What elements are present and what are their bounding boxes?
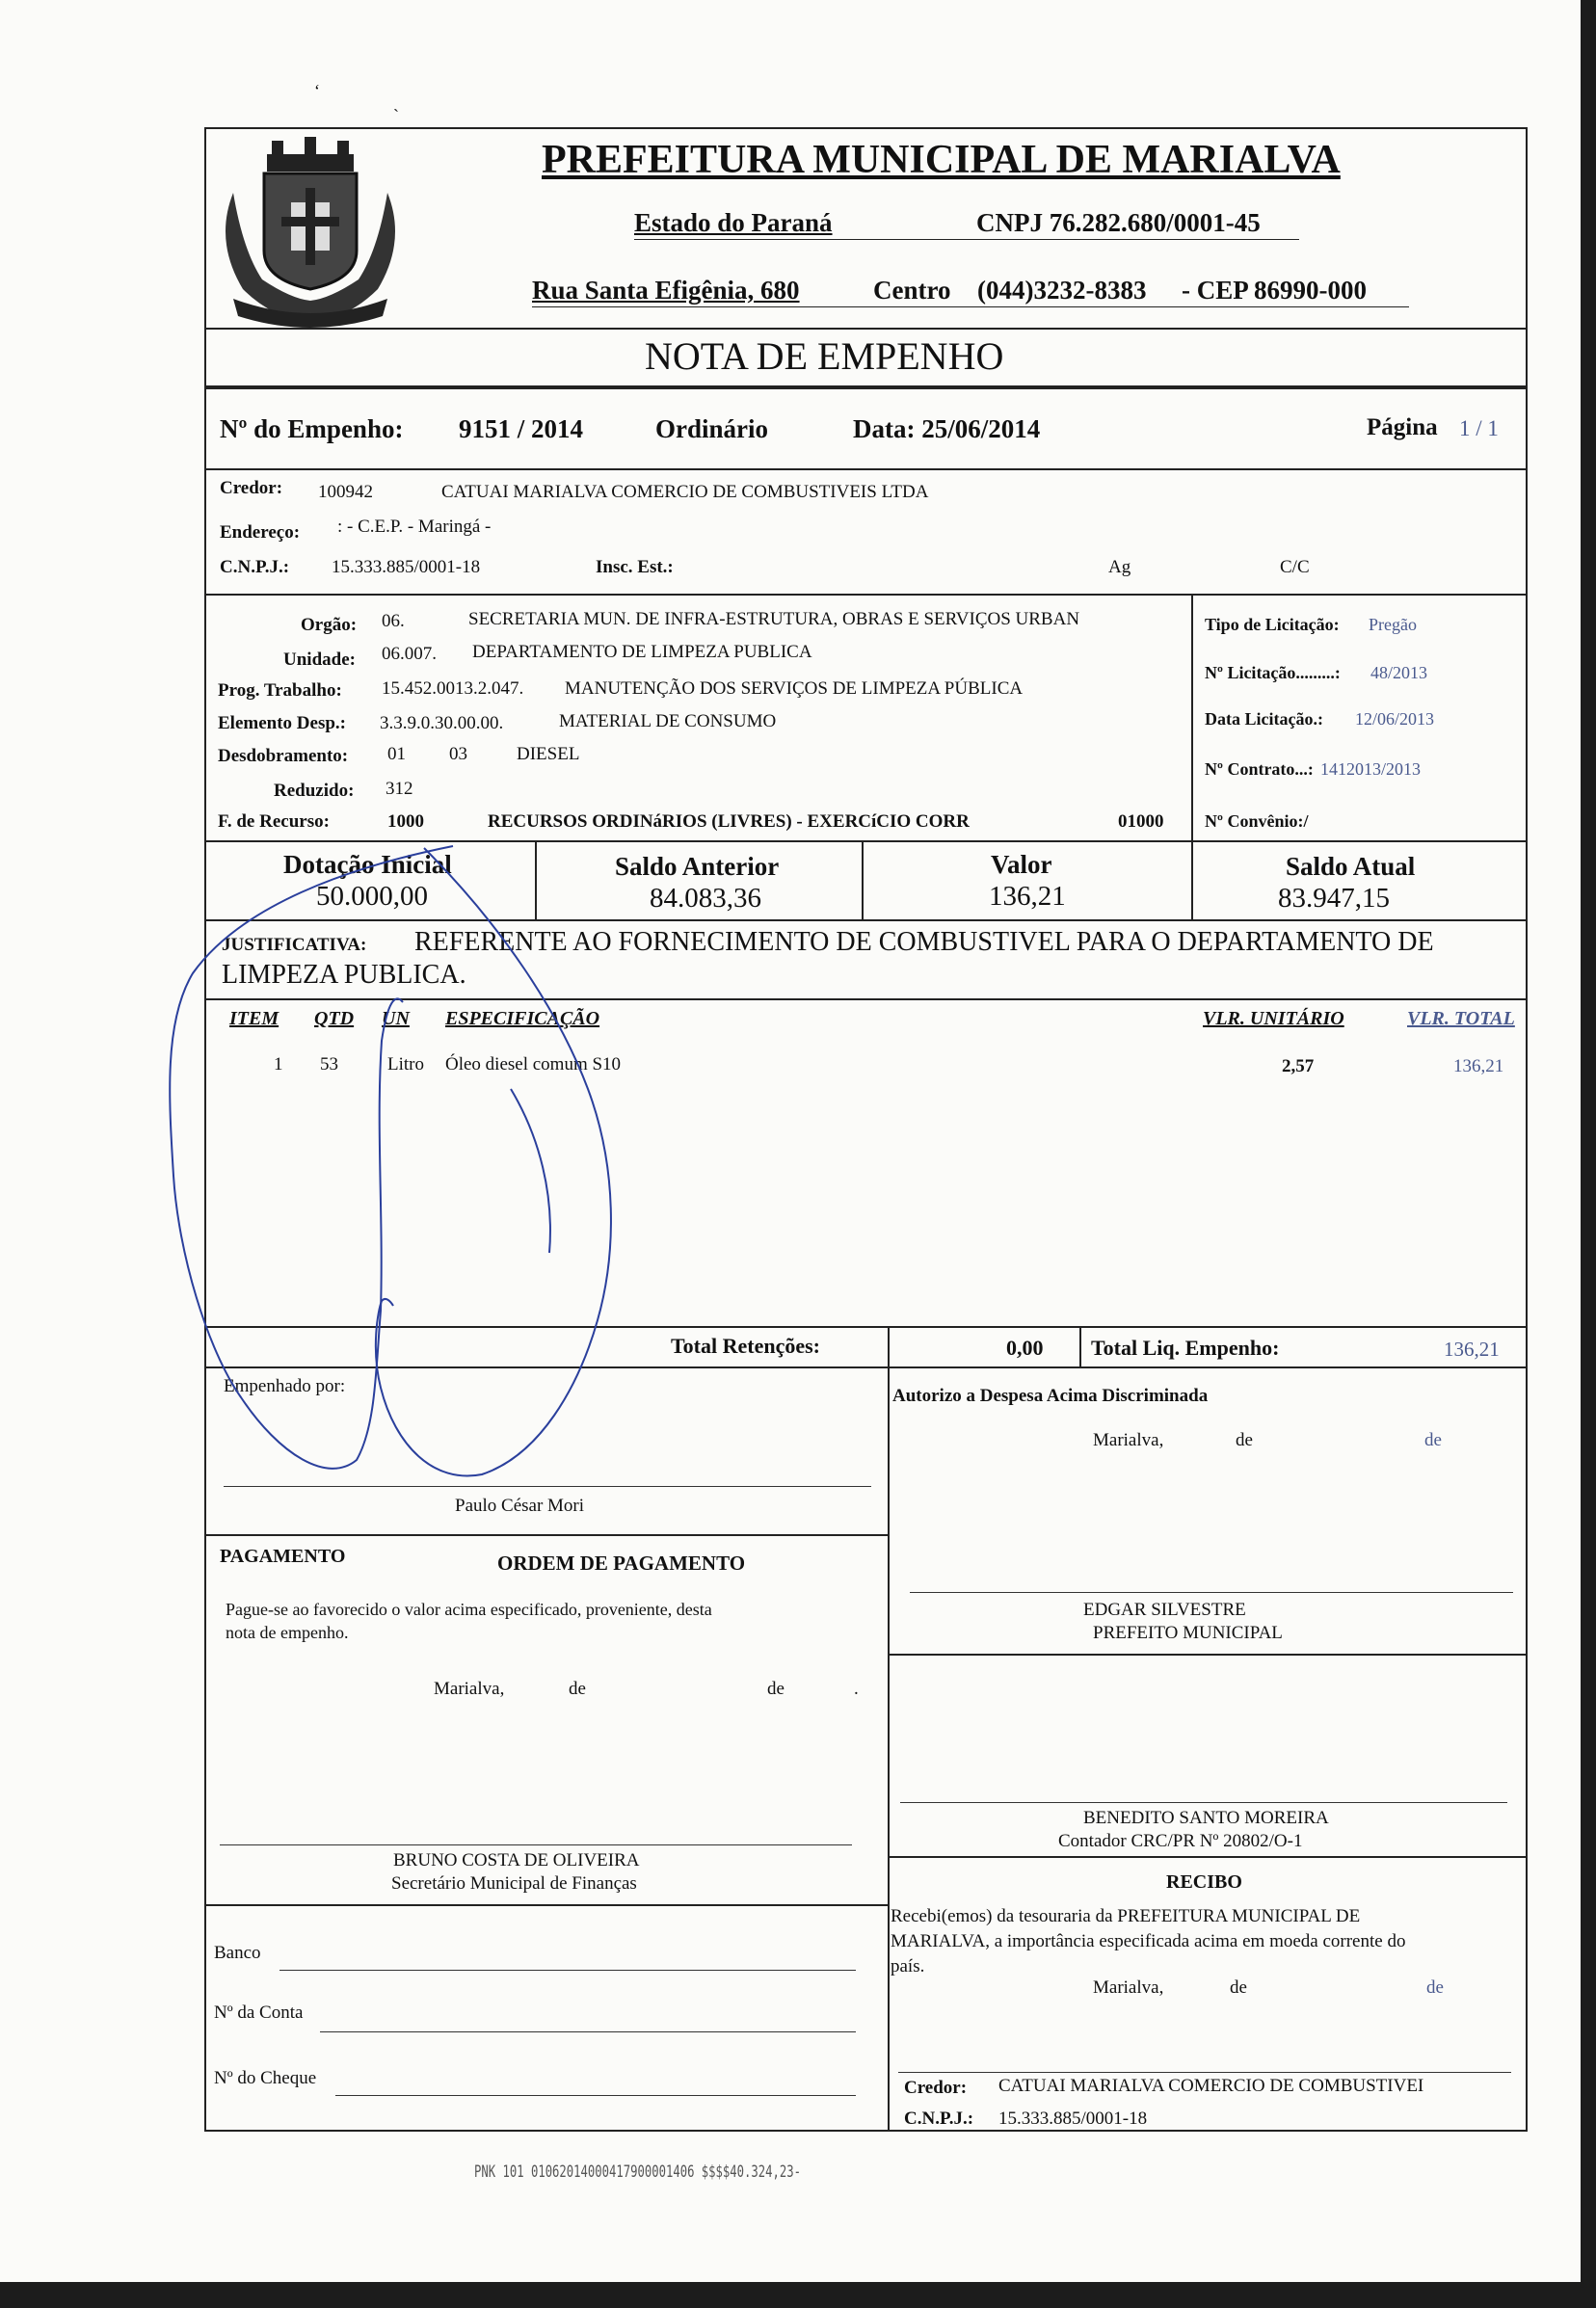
total-liq-value: 136,21 xyxy=(1444,1338,1500,1361)
recibo-cnpj-label: C.N.P.J.: xyxy=(904,2109,974,2129)
doc-title: NOTA DE EMPENHO xyxy=(645,334,1004,378)
secretario-name: BRUNO COSTA DE OLIVEIRA xyxy=(393,1850,640,1870)
prog-code: 15.452.0013.2.047. xyxy=(382,678,524,699)
pagamento-de-2: de xyxy=(767,1679,785,1699)
item-qtd: 53 xyxy=(320,1054,338,1074)
autorizo-city: Marialva, xyxy=(1093,1430,1164,1450)
unidade-label: Unidade: xyxy=(283,650,356,670)
items-header-vlr-total: VLR. TOTAL xyxy=(1407,1008,1515,1029)
reduzido-label: Reduzido: xyxy=(274,781,355,801)
desdobramento-1: 01 xyxy=(387,744,406,764)
items-header-qtd: QTD xyxy=(314,1008,355,1029)
saldo-anterior-label: Saldo Anterior xyxy=(615,852,780,881)
orgao-label: Orgão: xyxy=(301,615,358,635)
page-number: 1 / 1 xyxy=(1459,416,1499,440)
licitacao-number-label: Nº Licitação.........: xyxy=(1205,663,1341,682)
prog-label: Prog. Trabalho: xyxy=(218,680,342,701)
items-header-item: ITEM xyxy=(229,1008,279,1029)
ag-label: Ag xyxy=(1108,557,1131,577)
valor-value: 136,21 xyxy=(989,881,1066,912)
bank-stamp: PNK 101 01062014000417900001406 $$$$40.324,23- xyxy=(474,2162,801,2182)
justificativa-line-1: REFERENTE AO FORNECIMENTO DE COMBUSTIVEL PARA O DEPARTAMENTO DE xyxy=(414,927,1434,957)
recibo-de-1: de xyxy=(1230,1977,1247,1998)
recurso-label: F. de Recurso: xyxy=(218,811,330,832)
recibo-de-2: de xyxy=(1426,1977,1444,1998)
licitacao-number: 48/2013 xyxy=(1370,663,1428,682)
pague-text-2: nota de empenho. xyxy=(226,1623,349,1642)
desdobramento-name: DIESEL xyxy=(517,744,580,764)
page-label: Página xyxy=(1367,414,1438,440)
pagamento-label: PAGAMENTO xyxy=(220,1546,346,1567)
items-header-un: UN xyxy=(382,1008,410,1029)
justificativa-line-2: LIMPEZA PUBLICA. xyxy=(222,960,466,990)
contador-title: Contador CRC/PR Nº 20802/O-1 xyxy=(1058,1831,1303,1851)
total-liq-label: Total Liq. Empenho: xyxy=(1091,1336,1280,1360)
empenhado-name: Paulo César Mori xyxy=(455,1496,585,1516)
phone-label: (044)3232-8383 xyxy=(977,276,1147,305)
items-header-especificacao: ESPECIFICAÇÃO xyxy=(445,1008,600,1029)
prefeitura-title: PREFEITURA MUNICIPAL DE MARIALVA xyxy=(542,138,1341,182)
elemento-name: MATERIAL DE CONSUMO xyxy=(559,711,777,731)
total-retencoes-value: 0,00 xyxy=(1006,1336,1044,1360)
empenho-number-label: Nº do Empenho: xyxy=(220,414,404,443)
credor-label: Credor: xyxy=(220,478,283,498)
pague-text-1: Pague-se ao favorecido o valor acima especificado, proveniente, desta xyxy=(226,1600,712,1619)
cc-label: C/C xyxy=(1280,557,1310,577)
address-label: Rua Santa Efigênia, 680 xyxy=(532,276,800,305)
empenho-date: Data: 25/06/2014 xyxy=(853,414,1041,443)
autorizo-label: Autorizo a Despesa Acima Discriminada xyxy=(892,1386,1209,1406)
saldo-atual-value: 83.947,15 xyxy=(1278,883,1390,914)
recibo-text-2: MARIALVA, a importância especificada acima em moeda corrente do xyxy=(891,1931,1406,1951)
item-especificacao: Óleo diesel comum S10 xyxy=(445,1054,622,1074)
tipo-licitacao: Pregão xyxy=(1369,615,1417,634)
scan-mark: ‘ xyxy=(314,81,320,100)
ordem-pagamento-label: ORDEM DE PAGAMENTO xyxy=(497,1552,746,1575)
contrato-label: Nº Contrato...: xyxy=(1205,759,1314,779)
convenio-label: Nº Convênio:/ xyxy=(1205,811,1309,831)
recibo-text-1: Recebi(emos) da tesouraria da PREFEITURA MUNICIPAL DE xyxy=(891,1906,1361,1926)
saldo-atual-label: Saldo Atual xyxy=(1286,852,1416,881)
orgao-name: SECRETARIA MUN. DE INFRA-ESTRUTURA, OBRAS E SERVIÇOS URBAN xyxy=(468,609,1080,629)
credor-name: CATUAI MARIALVA COMERCIO DE COMBUSTIVEIS LTDA xyxy=(441,482,929,502)
empenho-type: Ordinário xyxy=(655,414,769,443)
state-label: Estado do Paraná xyxy=(634,208,833,237)
recibo-cnpj: 15.333.885/0001-18 xyxy=(998,2109,1148,2129)
scan-mark: ˎ xyxy=(393,93,399,112)
autorizo-de-2: de xyxy=(1424,1430,1442,1450)
prefeito-title: PREFEITO MUNICIPAL xyxy=(1093,1623,1283,1643)
recibo-city: Marialva, xyxy=(1093,1977,1164,1998)
insc-label: Insc. Est.: xyxy=(596,557,674,577)
district-label: Centro xyxy=(873,276,951,305)
pagamento-dot: . xyxy=(854,1679,859,1699)
recibo-text-3: país. xyxy=(891,1956,925,1976)
items-header-vlr-unitario: VLR. UNITÁRIO xyxy=(1203,1008,1344,1029)
reduzido-value: 312 xyxy=(386,779,413,799)
cheque-label: Nº do Cheque xyxy=(214,2068,317,2088)
prefeito-name: EDGAR SILVESTRE xyxy=(1083,1600,1246,1620)
contrato-number: 1412013/2013 xyxy=(1320,759,1422,779)
saldo-anterior-value: 84.083,36 xyxy=(650,883,761,914)
recurso-suffix: 01000 xyxy=(1118,811,1164,832)
desdobramento-2: 03 xyxy=(449,744,467,764)
item-vlr-total: 136,21 xyxy=(1453,1056,1504,1076)
elemento-code: 3.3.9.0.30.00.00. xyxy=(380,713,504,733)
desdobramento-label: Desdobramento: xyxy=(218,746,349,766)
empenhado-label: Empenhado por: xyxy=(224,1376,346,1396)
conta-label: Nº da Conta xyxy=(214,2003,304,2023)
item-vlr-unitario: 2,57 xyxy=(1282,1056,1315,1076)
unidade-code: 06.007. xyxy=(382,644,437,664)
empenho-number: 9151 / 2014 xyxy=(459,414,584,443)
credor-code: 100942 xyxy=(318,482,373,502)
recibo-credor-label: Credor: xyxy=(904,2078,968,2098)
autorizo-de-1: de xyxy=(1236,1430,1253,1450)
recurso-code: 1000 xyxy=(387,811,424,832)
cnpj-field-label: C.N.P.J.: xyxy=(220,557,290,577)
tipo-licitacao-label: Tipo de Licitação: xyxy=(1205,615,1340,634)
endereco-value: : - C.E.P. - Maringá - xyxy=(337,517,492,537)
elemento-label: Elemento Desp.: xyxy=(218,713,346,733)
contador-name: BENEDITO SANTO MOREIRA xyxy=(1083,1808,1329,1828)
endereco-label: Endereço: xyxy=(220,522,301,543)
cep-label: - CEP 86990-000 xyxy=(1182,276,1367,305)
orgao-code: 06. xyxy=(382,611,405,631)
item-number: 1 xyxy=(274,1054,283,1074)
prog-name: MANUTENÇÃO DOS SERVIÇOS DE LIMPEZA PÚBLICA xyxy=(565,678,1024,699)
data-licitacao-label: Data Licitação.: xyxy=(1205,709,1323,729)
pagamento-city: Marialva, xyxy=(434,1679,505,1699)
recurso-name: RECURSOS ORDINáRIOS (LIVRES) - EXERCíCIO CORR xyxy=(488,811,970,832)
cnpj-label: CNPJ 76.282.680/0001-45 xyxy=(976,208,1261,237)
unidade-name: DEPARTAMENTO DE LIMPEZA PUBLICA xyxy=(472,642,812,662)
justificativa-label: JUSTIFICATIVA: xyxy=(222,935,367,955)
dotacao-value: 50.000,00 xyxy=(316,881,428,912)
total-retencoes-label: Total Retenções: xyxy=(671,1334,820,1358)
secretario-title: Secretário Municipal de Finanças xyxy=(391,1873,637,1894)
credor-cnpj: 15.333.885/0001-18 xyxy=(332,557,481,577)
item-un: Litro xyxy=(387,1054,424,1074)
dotacao-label: Dotação Inicial xyxy=(283,850,452,879)
recibo-credor: CATUAI MARIALVA COMERCIO DE COMBUSTIVEI xyxy=(998,2076,1424,2096)
banco-label: Banco xyxy=(214,1943,261,1963)
pagamento-de-1: de xyxy=(569,1679,586,1699)
recibo-title: RECIBO xyxy=(1166,1871,1242,1893)
data-licitacao: 12/06/2013 xyxy=(1355,709,1435,729)
valor-label: Valor xyxy=(991,850,1052,879)
